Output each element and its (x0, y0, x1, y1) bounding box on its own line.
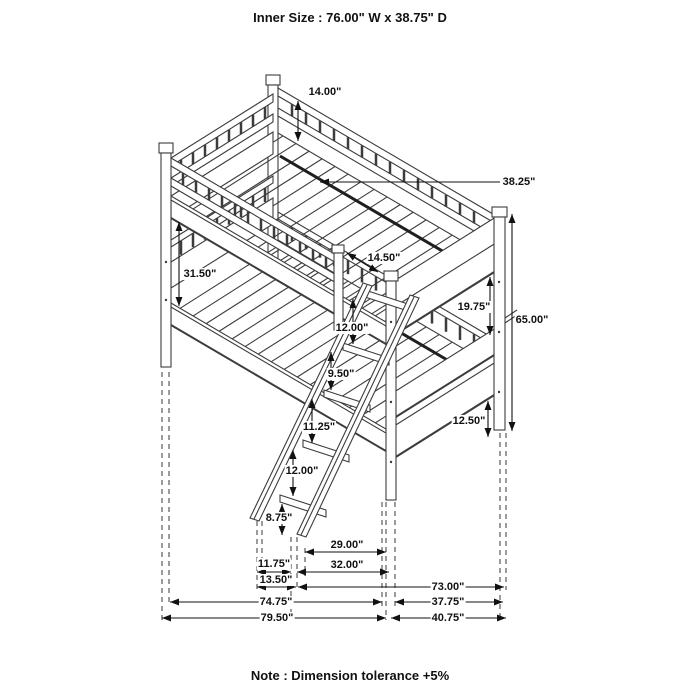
dimension-label: 12.00" (335, 321, 369, 334)
dimension-label: 29.00" (330, 538, 364, 551)
dimension-label: 11.75" (257, 557, 291, 570)
post-back-right (492, 207, 507, 430)
dimension-label: 73.00" (431, 580, 465, 593)
dimension-label: 37.75" (431, 595, 465, 608)
dimension-label: 14.00" (308, 85, 342, 98)
dimension-label: 12.50" (452, 414, 486, 427)
upper-back-spindles (292, 104, 474, 223)
dimension-label: 8.75" (265, 511, 293, 524)
lower-footboard (391, 326, 499, 460)
dimension-label: 14.50" (367, 251, 401, 264)
tolerance-note: Note : Dimension tolerance +5% (250, 668, 450, 683)
inner-size-title: Inner Size : 76.00" W x 38.75" D (253, 10, 447, 25)
dimension-label: 9.50" (327, 367, 355, 380)
dimension-label: 19.75" (457, 300, 491, 313)
guardrail-end-post (332, 245, 344, 330)
post-front-left (159, 143, 173, 367)
dimension-label: 38.25" (502, 175, 536, 188)
dimension-label: 11.25" (302, 420, 336, 433)
dimension-label: 40.75" (431, 611, 465, 624)
dimension-label: 12.00" (285, 464, 319, 477)
dimension-label: 13.50" (259, 573, 293, 586)
dimension-label: 31.50" (183, 267, 217, 280)
dimension-break-mark (505, 310, 517, 323)
dimension-label: 79.50" (260, 611, 294, 624)
dimension-label: 74.75" (259, 595, 293, 608)
dimension-label: 65.00" (515, 313, 549, 326)
dimension-label: 32.00" (330, 558, 364, 571)
